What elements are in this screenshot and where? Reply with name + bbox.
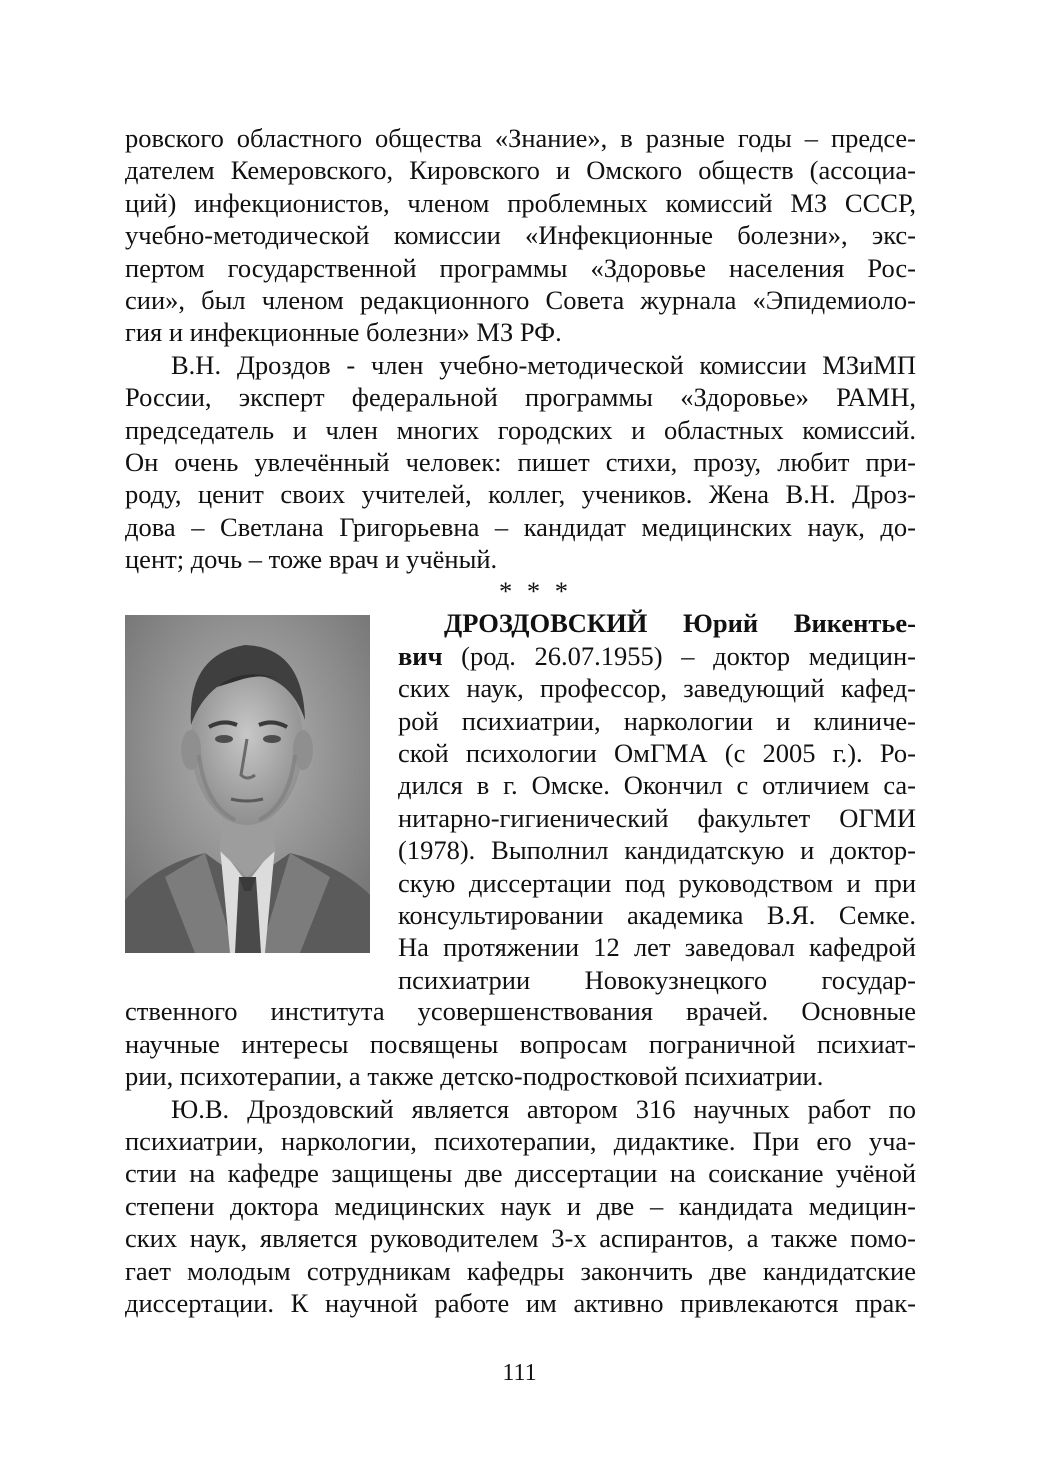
paragraph-2 [125, 349, 916, 576]
text-line: ственного института усовершенствования врачей. Основные [125, 996, 916, 1027]
page-body [125, 122, 916, 1319]
text-line: рии, психотерапии, а также детско-подростковой психиатрии. [125, 1061, 824, 1092]
person-name-continuation: вич [398, 640, 443, 671]
biography-block [125, 607, 916, 995]
text-line: дился в г. Омске. Окончил с отличием са- [398, 770, 916, 801]
section-separator: * * * [499, 576, 572, 607]
text-line: нитарно-гигиенический факультет ОГМИ [398, 802, 916, 833]
text-line: сии», был членом редакционного Совета журнала «Эпидемиоло- [125, 284, 916, 315]
text-line: председатель и член многих городских и областных комиссий. [125, 414, 916, 445]
text-line: ровского областного общества «Знание», в разные годы – предсе- [125, 123, 916, 153]
text-line: рой психиатрии, наркологии и клиниче- [398, 705, 916, 736]
text-line: гает молодым сотрудникам кафедры закончить две кандидатские [125, 1255, 916, 1286]
text-line [398, 640, 916, 672]
biography-continuation [125, 995, 916, 1092]
text-line: России, эксперт федеральной программы «Здоровье» РАМН, [125, 382, 916, 413]
text-line: научные интересы посвящены вопросам пограничной психиат- [125, 1028, 916, 1059]
text-line: роду, ценит своих учителей, коллег, учеников. Жена В.Н. Дроз- [125, 479, 916, 510]
paragraph-1 [125, 122, 916, 349]
biography-text-wrapped [398, 607, 916, 996]
paragraph-3 [125, 1093, 916, 1320]
page-number: 111 [502, 1360, 537, 1386]
text-line: ской психологии ОмГМА (с 2005 г.). Ро- [398, 738, 916, 769]
text-line: дателем Кемеровского, Кировского и Омского обществ (ассоциа- [125, 155, 916, 186]
text-line: Он очень увлечённый человек: пишет стихи, прозу, любит при- [125, 446, 916, 477]
text-line: психиатрии Новокузнецкого государ- [398, 964, 916, 995]
text-line: На протяжении 12 лет заведовал кафедрой [398, 932, 916, 963]
text-line: дова – Светлана Григорьевна – кандидат медицинских наук, до- [125, 511, 916, 542]
text-line: учебно-методической комиссии «Инфекционные болезни», экс- [125, 220, 916, 251]
portrait-image [125, 615, 370, 953]
text-line: ских наук, профессор, заведующий кафед- [398, 673, 916, 704]
text-line: цент; дочь – тоже врач и учёный. [125, 544, 498, 575]
text-line: скую диссертации под руководством и при [398, 867, 916, 898]
text-line: пертом государственной программы «Здоровье населения Рос- [125, 252, 916, 283]
portrait-photo [125, 615, 370, 953]
text-line: ских наук, является руководителем 3-х аспирантов, а также помо- [125, 1223, 916, 1254]
text-line: гия и инфекционные болезни» МЗ РФ. [125, 317, 562, 348]
text-line: стии на кафедре защищены две диссертации на соискание учёной [125, 1158, 916, 1189]
birth-date-text: (род. 26.07.1955) – доктор медицин- [442, 640, 916, 671]
text-line: В.Н. Дроздов - член учебно-методической комиссии МЗиМП [171, 349, 916, 380]
text-line: диссертации. К научной работе им активно привлекаются прак- [125, 1287, 916, 1318]
text-line: (1978). Выполнил кандидатскую и доктор- [398, 835, 916, 866]
text-line: консультировании академика В.Я. Семке. [398, 899, 916, 930]
text-line: ций) инфекционистов, членом проблемных комиссий МЗ СССР, [125, 187, 916, 218]
text-line: Ю.В. Дроздовский является автором 316 научных работ по [171, 1093, 916, 1124]
text-line: психиатрии, наркологии, психотерапии, дидактике. При его уча- [125, 1126, 916, 1157]
text-line: степени доктора медицинских наук и две – кандидата медицин- [125, 1190, 916, 1221]
person-name-heading: ДРОЗДОВСКИЙ Юрий Викентье- [444, 608, 916, 639]
